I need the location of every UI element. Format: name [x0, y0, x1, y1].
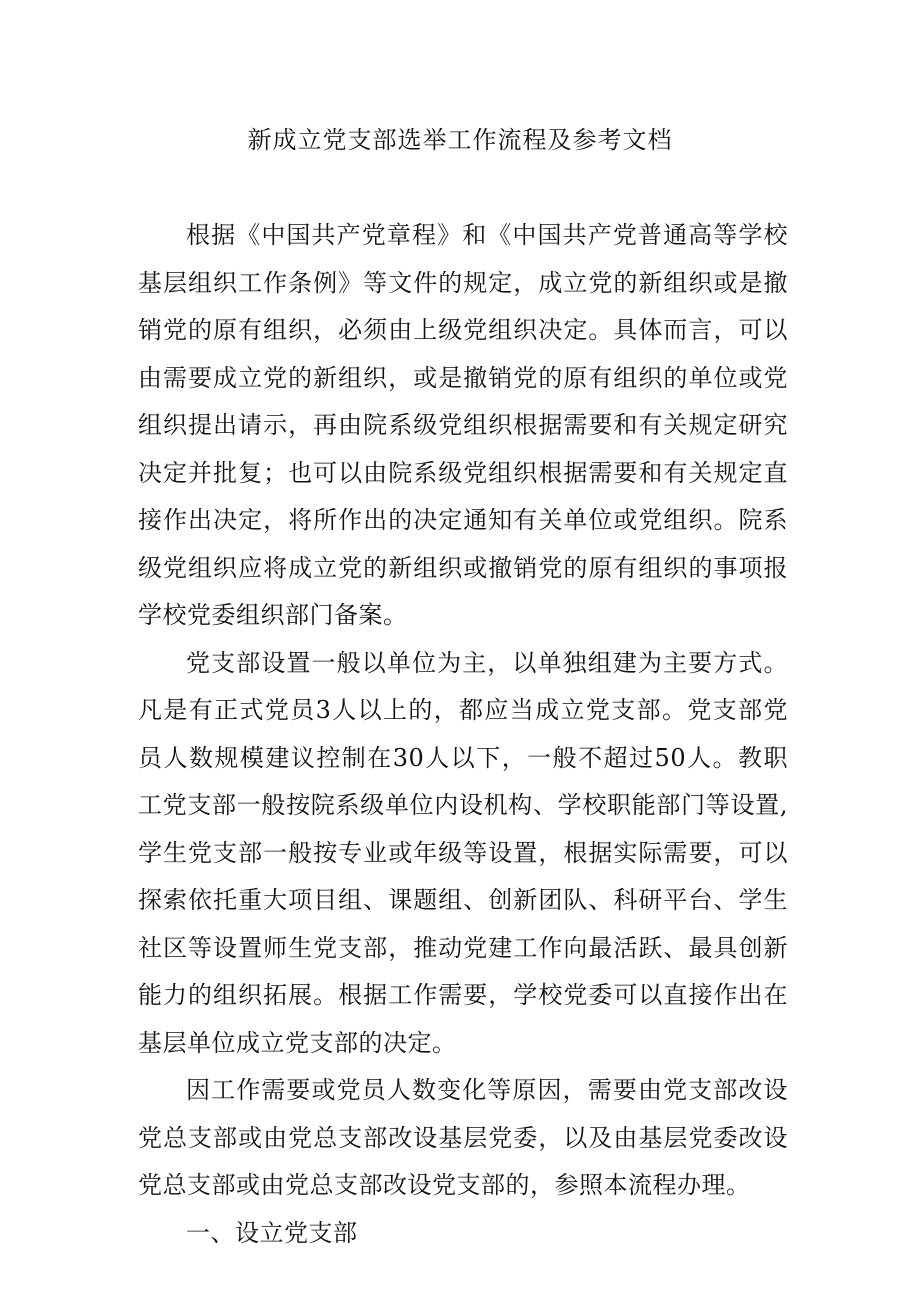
- paragraph-branch-setup: 党支部设置一般以单位为主，以单独组建为主要方式。凡是有正式党员3人以上的，都应当成立党支部。党支部党员人数规模建议控制在30人以下，一般不超过50人。教职工党支部一般按院系级单位内设机构、学校职能部门等设置,学生党支部一般按专业或年级等设置，根据实际需要，可以探索依托重大项目组、课题组、创新团队、科研平台、学生社区等设置师生党支部，推动党建工作向最活跃、最具创新能力的组织拓展。根据工作需要，学校党委可以直接作出在基层单位成立党支部的决定。: [138, 648, 788, 1057]
- document-title: 新成立党支部选举工作流程及参考文档: [247, 126, 673, 154]
- paragraph-basis: 根据《中国共产党章程》和《中国共产党普通高等学校基层组织工作条例》等文件的规定，成立党的新组织或是撤销党的原有组织，必须由上级党组织决定。具体而言，可以由需要成立党的新组织，或是撤销党的原有组织的单位或党组织提出请示，再由院系级党组织根据需要和有关规定研究决定并批复；也可以由院系级党组织根据需要和有关规定直接作出决定，将所作出的决定通知有关单位或党组织。院系级党组织应将成立党的新组织或撤销党的原有组织的事项报学校党委组织部门备案。: [138, 221, 788, 629]
- paragraph-reorganization: 因工作需要或党员人数变化等原因，需要由党支部改设党总支部或由党总支部改设基层党委，以及由基层党委改设党总支部或由党总支部改设党支部的，参照本流程办理。: [138, 1076, 788, 1199]
- document-body: [138, 212, 788, 1257]
- section-heading: 一、设立党支部: [186, 1218, 358, 1247]
